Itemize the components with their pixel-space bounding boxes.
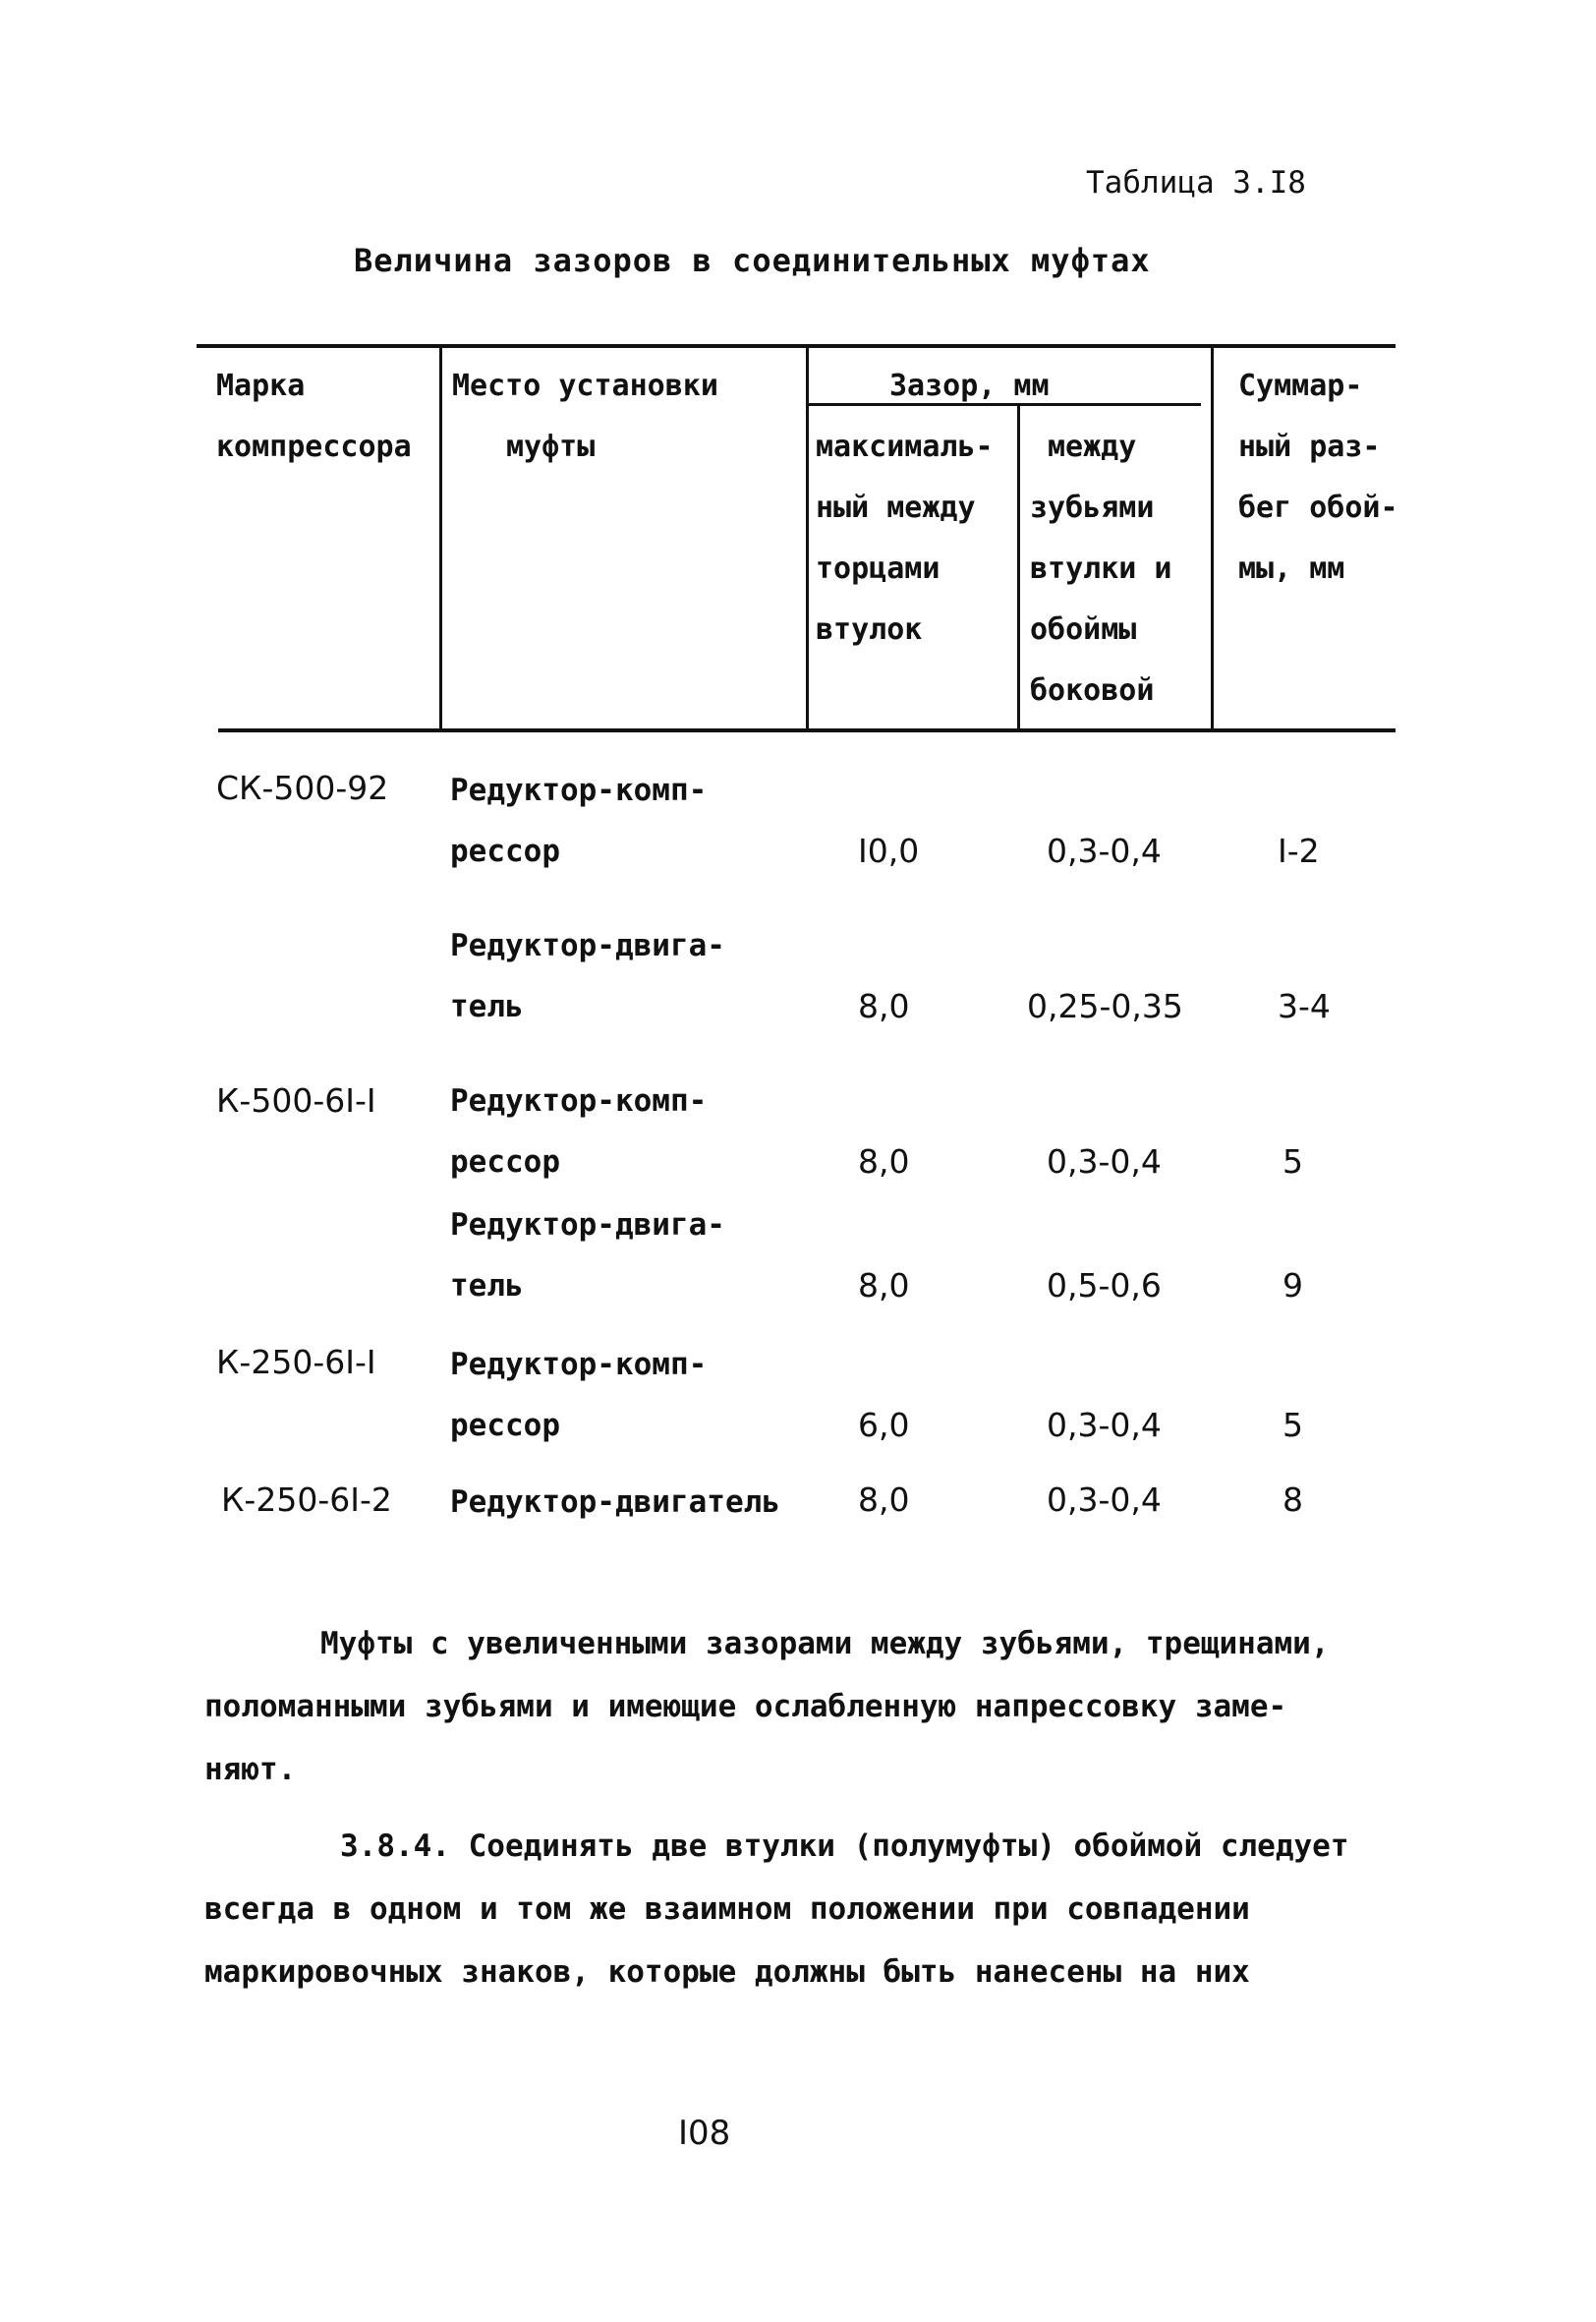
table-number: Таблица 3.I8 — [1086, 165, 1306, 201]
row5-place-line1: Редуктор-комп- — [450, 1347, 708, 1382]
col-header-gap-max-line: втулок — [816, 612, 923, 647]
col-header-gap-max-line: торцами — [816, 551, 940, 586]
paragraph-line: маркировочных знаков, которые должны быть нанесены на них — [204, 1954, 1250, 1990]
row3-runout: 5 — [1282, 1142, 1303, 1181]
row3-place-line1: Редуктор-комп- — [450, 1083, 708, 1119]
row2-gap-max: 8,0 — [858, 987, 910, 1025]
row3-place-line2: рессор — [450, 1144, 560, 1180]
paragraph-line: няют. — [204, 1752, 297, 1787]
row2-place-line2: тель — [450, 989, 524, 1024]
row6-runout: 8 — [1282, 1480, 1303, 1519]
col-header-gap-max-line: ный между — [816, 491, 976, 525]
row3-brand: К-500-6I-I — [216, 1081, 376, 1120]
table-title: Величина зазоров в соединительных муфтах — [354, 242, 1151, 279]
paragraph-line: всегда в одном и том же взаимном положении при совпадении — [204, 1891, 1250, 1927]
col-header-gap-teeth-line: обоймы — [1030, 612, 1137, 647]
col-header-gap-group: Зазор, мм — [889, 369, 1050, 403]
col-header-gap-max-line: максималь- — [816, 430, 994, 464]
row3-gap-teeth: 0,3-0,4 — [1047, 1142, 1162, 1181]
col-header-gap-teeth-line: боковой — [1030, 673, 1155, 708]
row6-gap-max: 8,0 — [858, 1480, 910, 1519]
row5-gap-max: 6,0 — [858, 1406, 910, 1444]
col-header-place-line: Место установки — [452, 369, 718, 403]
row6-gap-teeth: 0,3-0,4 — [1047, 1480, 1162, 1519]
row4-gap-teeth: 0,5-0,6 — [1047, 1266, 1162, 1305]
row1-gap-max: I0,0 — [858, 832, 920, 870]
row3-gap-max: 8,0 — [858, 1142, 910, 1181]
row5-brand: К-250-6I-I — [216, 1343, 376, 1381]
col-header-gap-teeth-line: между — [1048, 430, 1137, 464]
paragraph-line: Муфты с увеличенными зазорами между зубьями, трещинами, — [320, 1626, 1330, 1661]
row1-place-line2: рессор — [450, 834, 560, 869]
row5-runout: 5 — [1282, 1406, 1303, 1444]
col-header-runout-line: Суммар- — [1238, 369, 1363, 403]
row2-runout: 3-4 — [1278, 987, 1331, 1025]
row1-gap-teeth: 0,3-0,4 — [1047, 832, 1162, 870]
col-header-gap-teeth-line: втулки и — [1030, 551, 1172, 586]
row5-place-line2: рессор — [450, 1408, 560, 1443]
row2-place-line1: Редуктор-двига- — [450, 928, 725, 963]
row4-gap-max: 8,0 — [858, 1266, 910, 1305]
paragraph-coupling-replacement — [204, 1612, 1413, 1801]
row2-gap-teeth: 0,25-0,35 — [1027, 987, 1183, 1025]
row1-brand: СК-500-92 — [216, 769, 389, 807]
col-header-place-line: муфты — [506, 430, 596, 464]
col-header-runout-line: ный раз- — [1238, 430, 1381, 464]
col-header-gap-teeth-line: зубьями — [1030, 491, 1155, 525]
col-header-runout-line: мы, мм — [1238, 551, 1345, 586]
col-header-brand — [216, 356, 412, 478]
col-header-place — [452, 356, 718, 478]
col-divider-3 — [1017, 405, 1020, 729]
row4-place-line1: Редуктор-двига- — [450, 1207, 725, 1243]
paragraph-line: 3.8.4. Соединять две втулки (полумуфты) обоймой следует — [340, 1829, 1349, 1864]
page-number: I08 — [678, 2114, 731, 2153]
col-divider-4 — [1211, 346, 1214, 729]
row6-place-line1: Редуктор-двигатель — [450, 1484, 780, 1520]
col-header-runout — [1238, 356, 1398, 600]
col-header-brand-line: компрессора — [216, 430, 412, 464]
row4-place-line2: тель — [450, 1268, 524, 1304]
paragraph-3-8-4 — [204, 1815, 1413, 2003]
row1-place-line1: Редуктор-комп- — [450, 773, 708, 808]
paragraph-line: поломанными зубьями и имеющие ослабленную напрессовку заме- — [204, 1689, 1287, 1724]
col-divider-2 — [806, 346, 809, 729]
col-header-gap-teeth — [1030, 417, 1172, 722]
col-divider-1 — [439, 346, 442, 729]
row4-runout: 9 — [1282, 1266, 1303, 1305]
row6-brand: К-250-6I-2 — [221, 1480, 392, 1519]
col-header-gap-max — [816, 417, 994, 661]
row1-runout: I-2 — [1278, 832, 1320, 870]
col-header-brand-line: Марка — [216, 369, 306, 403]
row5-gap-teeth: 0,3-0,4 — [1047, 1406, 1162, 1444]
table-top-rule — [197, 344, 1396, 348]
col-header-runout-line: бег обой- — [1238, 491, 1398, 525]
